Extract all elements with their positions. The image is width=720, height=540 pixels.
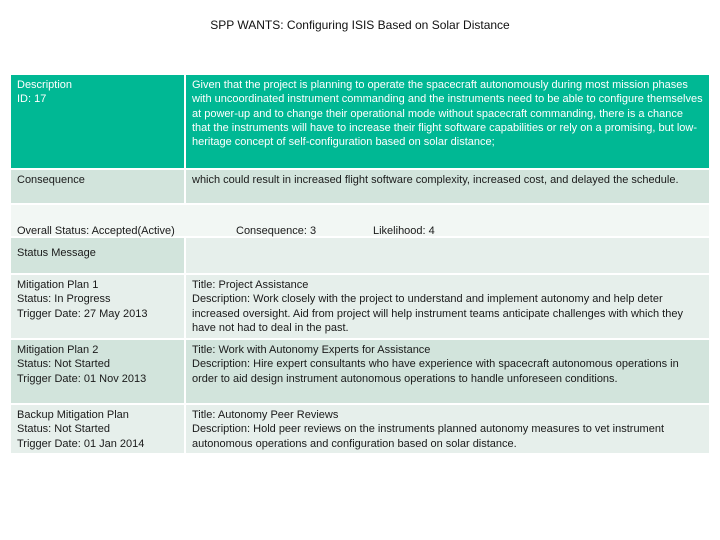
plan-info: Mitigation Plan 2 Status: Not Started Trigger Date: 01 Nov 2013 (11, 340, 186, 403)
risk-table (11, 75, 709, 455)
mitigation-plan-2-row (11, 340, 709, 405)
plan-info: Mitigation Plan 1 Status: In Progress Trigger Date: 27 May 2013 (11, 275, 186, 338)
plan-detail: Title: Autonomy Peer Reviews Description: Hold peer reviews on the instruments planned autonomy measures to vet instrument autonomous operations and configuration based on solar distance. (186, 405, 709, 453)
status-message-text (186, 238, 709, 273)
status-row (11, 205, 709, 238)
page-title: SPP WANTS: Configuring ISIS Based on Solar Distance (210, 18, 510, 32)
plan-detail: Title: Work with Autonomy Experts for Assistance Description: Hire expert consultants who have experience with spacecraft autonomous operations in order to aid design instrument autonomous operations to handle unforeseen conditions. (186, 340, 709, 403)
plan-info: Backup Mitigation Plan Status: Not Started Trigger Date: 01 Jan 2014 (11, 405, 186, 453)
backup-plan-row (11, 405, 709, 455)
consequence-text: which could result in increased flight software complexity, increased cost, and delayed the schedule. (186, 170, 709, 203)
status-message-row (11, 238, 709, 275)
overall-status: Overall Status: Accepted(Active) (17, 225, 175, 238)
description-text: Given that the project is planning to operate the spacecraft autonomously during most mission phases with uncoordinated instrument commanding and the instruments need to be able to configure themselves at power-up and to change their operational mode without spacecraft commanding, there is a chance that the instruments will have to increase their flight software capabilities or rely on a promising, but low-heritage concept of self-configuration based on solar distance; (186, 75, 709, 168)
status-cell (11, 205, 709, 236)
description-row (11, 75, 709, 170)
description-label: Description ID: 17 (11, 75, 186, 168)
status-message-label: Status Message (11, 238, 186, 273)
consequence-label: Consequence (11, 170, 186, 203)
mitigation-plan-1-row (11, 275, 709, 340)
plan-detail: Title: Project Assistance Description: Work closely with the project to understand and implement autonomy and help deter increased oversight. Aid from project will help instrument teams anticipate challenges with which they have not had to deal in the past. (186, 275, 709, 338)
likelihood-value: Likelihood: 4 (373, 225, 435, 238)
consequence-value: Consequence: 3 (236, 225, 317, 238)
consequence-row (11, 170, 709, 205)
